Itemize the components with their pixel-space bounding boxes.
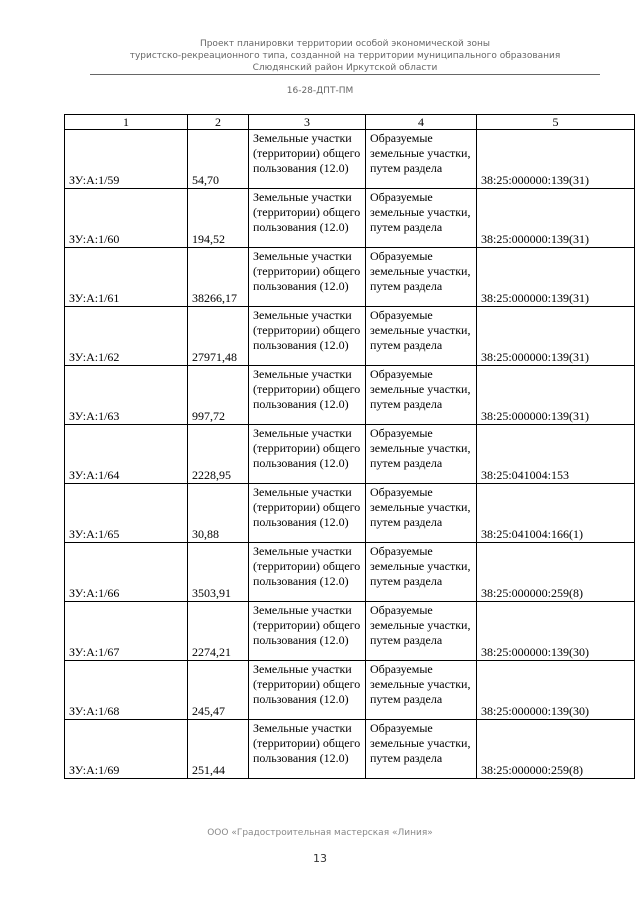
plot-formation-method: Образуемые земельные участки, путем раздела xyxy=(366,189,477,248)
company-footer: ООО «Градостроительная мастерская «Линия» xyxy=(207,828,433,838)
plot-cadastral-number: 38:25:000000:139(30) xyxy=(477,661,635,720)
plot-category: Земельные участки (территории) общего пользования (12.0) xyxy=(249,484,366,543)
plot-category: Земельные участки (территории) общего пользования (12.0) xyxy=(249,602,366,661)
plot-area: 3503,91 xyxy=(188,543,249,602)
column-header-1: 1 xyxy=(65,115,188,130)
plot-area: 251,44 xyxy=(188,720,249,779)
plot-formation-method: Образуемые земельные участки, путем раздела xyxy=(366,248,477,307)
plot-id: ЗУ:А:1/65 xyxy=(65,484,188,543)
plot-id: ЗУ:А:1/61 xyxy=(65,248,188,307)
plot-cadastral-number: 38:25:000000:139(31) xyxy=(477,189,635,248)
table-row xyxy=(65,425,635,484)
plot-category: Земельные участки (территории) общего пользования (12.0) xyxy=(249,543,366,602)
table-row xyxy=(65,484,635,543)
plot-cadastral-number: 38:25:000000:139(30) xyxy=(477,602,635,661)
plot-area: 54,70 xyxy=(188,130,249,189)
plot-area: 30,88 xyxy=(188,484,249,543)
column-header-3: 3 xyxy=(249,115,366,130)
plot-formation-method: Образуемые земельные участки, путем раздела xyxy=(366,130,477,189)
plot-category: Земельные участки (территории) общего пользования (12.0) xyxy=(249,366,366,425)
plot-area: 38266,17 xyxy=(188,248,249,307)
plot-formation-method: Образуемые земельные участки, путем раздела xyxy=(366,366,477,425)
document-header xyxy=(90,38,600,74)
document-code: 16-28-ДПТ-ПМ xyxy=(286,86,354,96)
plot-category: Земельные участки (территории) общего пользования (12.0) xyxy=(249,720,366,779)
column-header-4: 4 xyxy=(366,115,477,130)
header-divider xyxy=(90,74,600,75)
plot-category: Земельные участки (территории) общего пользования (12.0) xyxy=(249,661,366,720)
table-row xyxy=(65,543,635,602)
plot-area: 997,72 xyxy=(188,366,249,425)
plot-formation-method: Образуемые земельные участки, путем раздела xyxy=(366,602,477,661)
column-header-5: 5 xyxy=(477,115,635,130)
plot-category: Земельные участки (территории) общего пользования (12.0) xyxy=(249,425,366,484)
table-row xyxy=(65,130,635,189)
table-row xyxy=(65,248,635,307)
plot-id: ЗУ:А:1/67 xyxy=(65,602,188,661)
plot-cadastral-number: 38:25:000000:259(8) xyxy=(477,543,635,602)
table-row xyxy=(65,307,635,366)
header-line-2: туристско-рекреационного типа, созданной на территории муниципального образования xyxy=(129,51,561,61)
header-line-3: Слюдянский район Иркутской области xyxy=(252,63,438,73)
plot-id: ЗУ:А:1/64 xyxy=(65,425,188,484)
plot-area: 245,47 xyxy=(188,661,249,720)
plot-id: ЗУ:А:1/60 xyxy=(65,189,188,248)
plot-id: ЗУ:А:1/69 xyxy=(65,720,188,779)
plot-cadastral-number: 38:25:041004:153 xyxy=(477,425,635,484)
plot-area: 27971,48 xyxy=(188,307,249,366)
plot-id: ЗУ:А:1/59 xyxy=(65,130,188,189)
plot-cadastral-number: 38:25:000000:139(31) xyxy=(477,130,635,189)
plot-formation-method: Образуемые земельные участки, путем раздела xyxy=(366,484,477,543)
header-line-1: Проект планировки территории особой экономической зоны xyxy=(199,39,491,49)
plot-cadastral-number: 38:25:041004:166(1) xyxy=(477,484,635,543)
table-row xyxy=(65,661,635,720)
plot-formation-method: Образуемые земельные участки, путем раздела xyxy=(366,661,477,720)
plot-area: 194,52 xyxy=(188,189,249,248)
plot-area: 2274,21 xyxy=(188,602,249,661)
plot-id: ЗУ:А:1/66 xyxy=(65,543,188,602)
page-number: 13 xyxy=(313,852,327,865)
table-header-row xyxy=(65,115,635,130)
plot-formation-method: Образуемые земельные участки, путем раздела xyxy=(366,720,477,779)
plot-category: Земельные участки (территории) общего пользования (12.0) xyxy=(249,307,366,366)
plot-cadastral-number: 38:25:000000:139(31) xyxy=(477,366,635,425)
plot-id: ЗУ:А:1/68 xyxy=(65,661,188,720)
plot-category: Земельные участки (территории) общего пользования (12.0) xyxy=(249,248,366,307)
plot-formation-method: Образуемые земельные участки, путем раздела xyxy=(366,307,477,366)
plot-formation-method: Образуемые земельные участки, путем раздела xyxy=(366,543,477,602)
table-row xyxy=(65,602,635,661)
plot-category: Земельные участки (территории) общего пользования (12.0) xyxy=(249,130,366,189)
plot-cadastral-number: 38:25:000000:139(31) xyxy=(477,248,635,307)
table-row xyxy=(65,366,635,425)
plot-area: 2228,95 xyxy=(188,425,249,484)
plot-id: ЗУ:А:1/63 xyxy=(65,366,188,425)
plot-category: Земельные участки (территории) общего пользования (12.0) xyxy=(249,189,366,248)
column-header-2: 2 xyxy=(188,115,249,130)
plot-formation-method: Образуемые земельные участки, путем раздела xyxy=(366,425,477,484)
plot-cadastral-number: 38:25:000000:259(8) xyxy=(477,720,635,779)
table-row xyxy=(65,189,635,248)
table-row xyxy=(65,720,635,779)
plot-cadastral-number: 38:25:000000:139(31) xyxy=(477,307,635,366)
land-plots-table xyxy=(64,114,635,779)
plot-id: ЗУ:А:1/62 xyxy=(65,307,188,366)
